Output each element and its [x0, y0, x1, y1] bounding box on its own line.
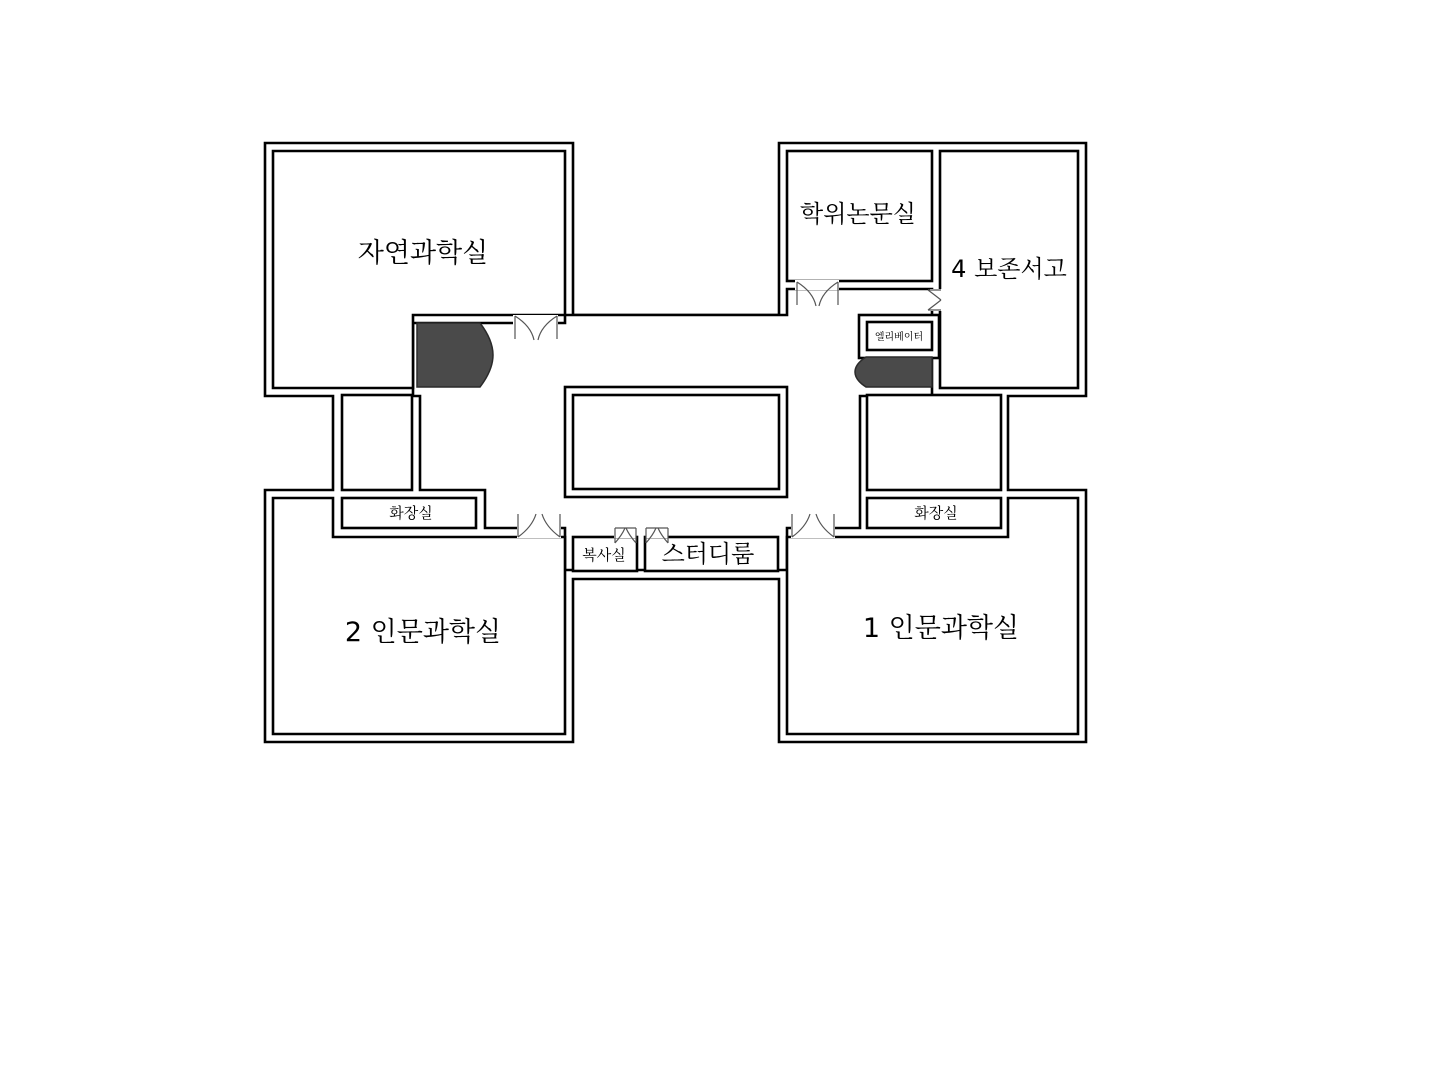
label-study-room: 스터디룸	[661, 540, 755, 568]
label-humanities-1: 1 인문과학실	[862, 613, 1020, 644]
label-thesis: 학위논문실	[800, 200, 916, 228]
connector-right-lower	[867, 395, 1001, 490]
stairs-right-icon	[855, 357, 932, 387]
label-natural-science: 자연과학실	[357, 238, 489, 269]
label-restroom-left: 화장실	[389, 504, 433, 522]
stairs-left-icon	[417, 323, 493, 387]
central-courtyard	[573, 395, 779, 489]
label-copy-room: 복사실	[582, 546, 626, 564]
door-archive-icon[interactable]	[928, 289, 942, 311]
label-humanities-2: 2 인문과학실	[344, 617, 502, 648]
label-restroom-right: 화장실	[914, 504, 958, 522]
label-elevator: 엘리베이터	[874, 332, 924, 343]
label-archive: 4 보존서고	[951, 255, 1067, 283]
connector-left-lower	[342, 395, 412, 490]
